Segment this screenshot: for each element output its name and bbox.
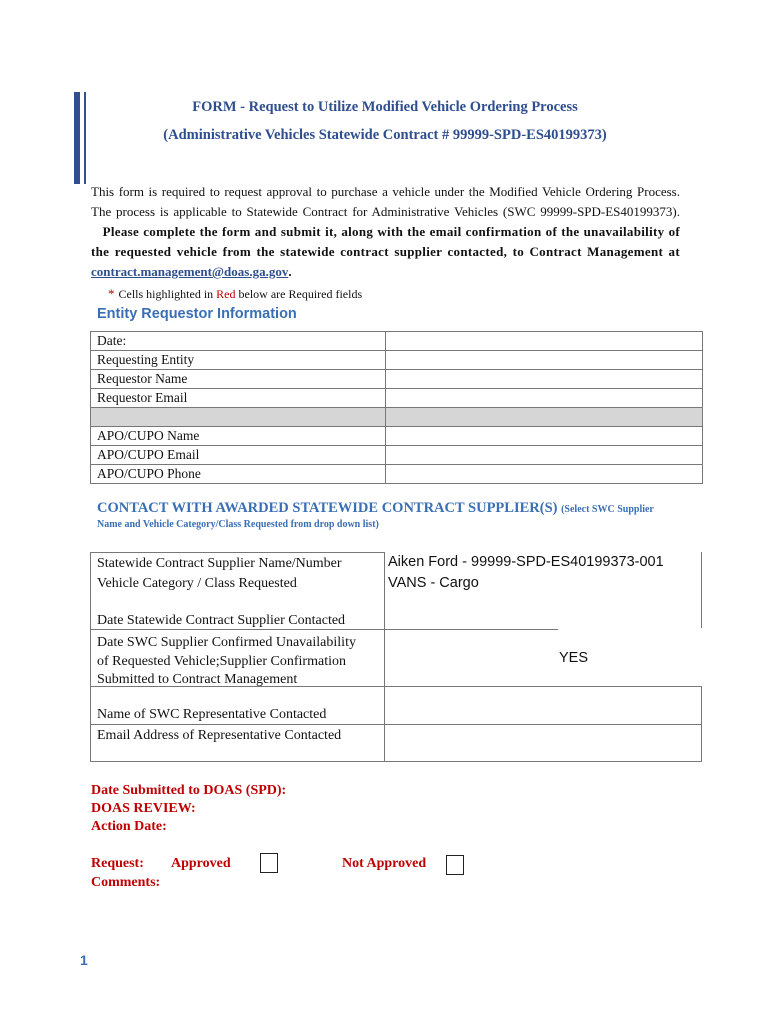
intro-paragraph [91,182,680,282]
date-submitted-label: Date Submitted to DOAS (SPD): [91,783,287,798]
separator-field [386,408,703,427]
intro-plain-text: This form is required to request approval to purchase a vehicle under the Modified Vehicle Ordering Process. The process is applicable to Statewide Contract for Administrative Vehicles (SWC 99999-SPD-ES40199373). [91,184,680,219]
table-row [91,332,703,351]
table-row [91,427,703,446]
confirm-label-line3: Submitted to Contract Management [97,672,298,687]
required-note-before: Cells highlighted in [118,287,214,301]
requesting-entity-field[interactable] [386,351,703,370]
required-star: * [108,286,115,301]
table-row-line [90,724,702,725]
contract-management-email-link[interactable]: contract.management@doas.ga.gov [91,264,289,279]
apo-cupo-email-field[interactable] [386,446,703,465]
approved-label: Approved [171,856,231,871]
entity-table [90,331,703,484]
not-approved-label: Not Approved [342,856,427,871]
contact-section-heading [97,500,697,517]
table-row [91,370,703,389]
request-label: Request: [91,856,144,871]
confirm-label-line1: Date SWC Supplier Confirmed Unavailability [97,635,356,650]
form-subtitle: (Administrative Vehicles Statewide Contract # 99999-SPD-ES40199373) [163,127,607,143]
comments-label: Comments: [91,875,161,890]
date-contacted-label: Date Statewide Contract Supplier Contacted [97,613,346,628]
requestor-email-field[interactable] [386,389,703,408]
table-row [91,351,703,370]
doas-review-label: DOAS REVIEW: [91,801,196,816]
apo-cupo-email-label: APO/CUPO Email [91,446,386,465]
supplier-label: Statewide Contract Supplier Name/Number [97,556,342,571]
not-approved-checkbox[interactable] [446,855,464,875]
table-border-bottom [90,761,702,762]
required-note-after: below are Required fields [238,287,363,301]
table-column-divider [384,552,385,762]
apo-cupo-phone-label: APO/CUPO Phone [91,465,386,484]
required-note-red-word: Red [216,287,236,301]
date-label: Date: [91,332,386,351]
table-row [91,389,703,408]
table-row [91,465,703,484]
apo-cupo-phone-field[interactable] [386,465,703,484]
separator-label [91,408,386,427]
required-fields-note [108,286,362,302]
page-number: 1 [80,952,88,968]
approved-checkbox[interactable] [260,853,278,873]
rep-name-label: Name of SWC Representative Contacted [97,707,327,722]
contact-heading-note: (Select SWC Supplier [561,504,654,515]
confirm-label-line2: of Requested Vehicle;Supplier Confirmation [97,654,346,669]
category-label: Vehicle Category / Class Requested [97,576,297,591]
action-date-label: Action Date: [91,819,167,834]
rep-email-label: Email Address of Representative Contacted [97,728,342,743]
requestor-name-field[interactable] [386,370,703,389]
entity-section-heading: Entity Requestor Information [97,306,297,322]
table-row [91,446,703,465]
requestor-email-label: Requestor Email [91,389,386,408]
doas-review-block [91,782,286,836]
supplier-contact-table [90,552,703,762]
apo-cupo-name-label: APO/CUPO Name [91,427,386,446]
table-row-separator [91,408,703,427]
supplier-select[interactable]: Aiken Ford - 99999-SPD-ES40199373-001 [388,554,664,570]
requesting-entity-label: Requesting Entity [91,351,386,370]
intro-end: . [288,264,292,279]
form-title: FORM - Request to Utilize Modified Vehicle Ordering Process [192,99,578,115]
table-border-left [90,552,91,762]
date-field[interactable] [386,332,703,351]
contact-subnote: Name and Vehicle Category/Class Requested from drop down list) [97,519,379,530]
intro-bold-text: Please complete the form and submit it, along with the email confirmation of the unavailability of the requested vehicle from the statewide contract supplier contacted, to Contract Management at [91,224,681,259]
table-border-top [90,552,385,553]
requestor-name-label: Requestor Name [91,370,386,389]
table-border-right-top [701,552,702,628]
confirm-value[interactable]: YES [559,650,589,666]
apo-cupo-name-field[interactable] [386,427,703,446]
category-select[interactable]: VANS - Cargo [388,575,479,591]
contact-heading-text: CONTACT WITH AWARDED STATEWIDE CONTRACT SUPPLIER(S) [97,500,558,516]
